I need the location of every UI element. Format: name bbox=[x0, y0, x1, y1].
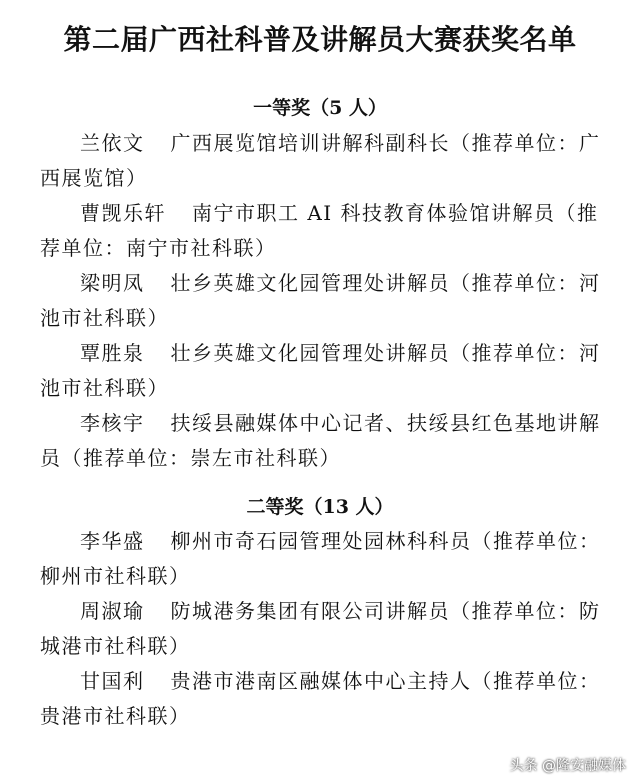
winner-description: 南宁市职工 AI 科技教育体验馆讲解员（推荐单位：南宁市社科联） bbox=[40, 201, 599, 260]
list-item bbox=[40, 196, 605, 266]
winner-description: 防城港务集团有限公司讲解员（推荐单位：防城港市社科联） bbox=[40, 599, 601, 658]
winner-description: 广西展览馆培训讲解科副科长（推荐单位：广西展览馆） bbox=[40, 131, 601, 190]
section-heading-first-prize: 一等奖（5 人） bbox=[253, 97, 387, 119]
winner-description: 壮乡英雄文化园管理处讲解员（推荐单位：河池市社科联） bbox=[40, 341, 601, 400]
list-item bbox=[40, 594, 605, 664]
source-watermark: 头条 @隆安融媒体 bbox=[509, 758, 626, 774]
list-item bbox=[40, 266, 605, 336]
winner-description: 扶绥县融媒体中心记者、扶绥县红色基地讲解员（推荐单位：崇左市社科联） bbox=[40, 411, 601, 470]
winner-description: 壮乡英雄文化园管理处讲解员（推荐单位：河池市社科联） bbox=[40, 271, 601, 330]
section-heading-second-prize: 二等奖（13 人） bbox=[246, 496, 394, 518]
winner-name: 周淑瑜 bbox=[80, 599, 145, 623]
winner-name: 梁明凤 bbox=[80, 271, 145, 295]
list-item bbox=[40, 524, 605, 594]
list-item bbox=[40, 406, 605, 476]
list-item bbox=[40, 336, 605, 406]
document-title: 第二届广西社科普及讲解员大赛获奖名单 bbox=[63, 23, 577, 56]
winner-name: 李华盛 bbox=[80, 529, 145, 553]
list-item bbox=[40, 126, 605, 196]
winner-description: 柳州市奇石园管理处园林科科员（推荐单位：柳州市社科联） bbox=[40, 529, 601, 588]
winner-name: 兰依文 bbox=[80, 131, 145, 155]
winner-description: 贵港市港南区融媒体中心主持人（推荐单位：贵港市社科联） bbox=[40, 669, 601, 728]
list-item bbox=[40, 664, 605, 734]
winner-name: 甘国利 bbox=[80, 669, 145, 693]
winner-name: 曹觊乐轩 bbox=[80, 201, 166, 225]
winner-name: 覃胜泉 bbox=[80, 341, 145, 365]
winner-name: 李核宇 bbox=[80, 411, 145, 435]
